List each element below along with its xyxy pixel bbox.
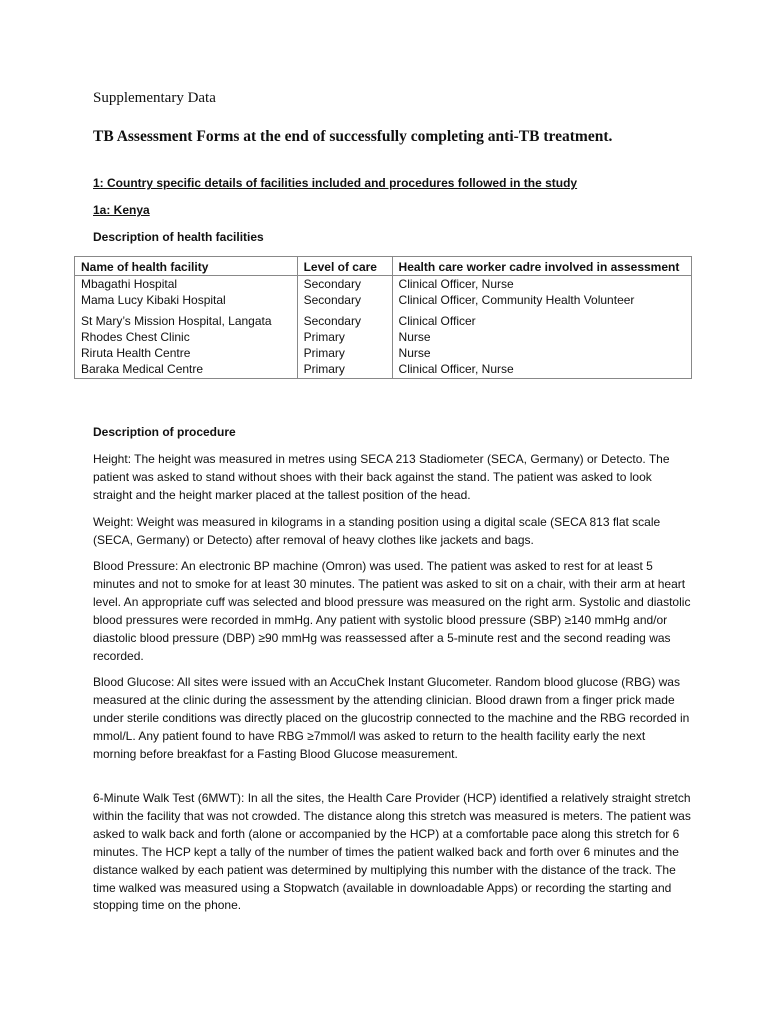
table-cell: Primary bbox=[297, 329, 392, 345]
table-header-cell: Name of health facility bbox=[75, 257, 298, 276]
table-cell: Clinical Officer, Nurse bbox=[392, 361, 691, 379]
table-cell: Nurse bbox=[392, 329, 691, 345]
table-cell: Clinical Officer, Nurse bbox=[392, 276, 691, 293]
table-row bbox=[75, 308, 692, 329]
table-row bbox=[75, 292, 692, 308]
table-header-row bbox=[75, 257, 692, 276]
table-cell: Rhodes Chest Clinic bbox=[75, 329, 298, 345]
table-cell: Clinical Officer bbox=[392, 308, 691, 329]
table-cell: Primary bbox=[297, 345, 392, 361]
table-cell: Secondary bbox=[297, 308, 392, 329]
table-cell: Nurse bbox=[392, 345, 691, 361]
table-row bbox=[75, 361, 692, 379]
facilities-heading: Description of health facilities bbox=[93, 230, 264, 244]
table-cell: Primary bbox=[297, 361, 392, 379]
walk-test-paragraph: 6-Minute Walk Test (6MWT): In all the sites, the Health Care Provider (HCP) identified a relatively straight stretch within the facility that was not crowded. The distance along this stretch was measured is meters. The patient was asked to walk back and forth (alone or accompanied by the HCP) at a comfortable pace along this stretch for 6 minutes. The HCP kept a tally of the number of times the patient walked back and forth over 6 minutes and the distance walked by each patient was determined by multiplying this number with the distance of the track. The time walked was measured using a Stopwatch (available in downloadable Apps) or recording the starting and stopping time on the phone. bbox=[93, 791, 691, 913]
table-header-cell: Level of care bbox=[297, 257, 392, 276]
facilities-table bbox=[74, 256, 692, 379]
section-heading-1: 1: Country specific details of facilities included and procedures followed in the study bbox=[93, 176, 578, 190]
blood-pressure-paragraph: Blood Pressure: An electronic BP machine (Omron) was used. The patient was asked to rest for at least 5 minutes and not to smoke for at least 30 minutes. The patient was asked to sit on a chair, with their arm at heart level. An appropriate cuff was selected and blood pressure was measured on the right arm. Systolic and diastolic blood pressures were recorded in mmHg. Any patient with systolic blood pressure (SBP) ≥140 mmHg and/or diastolic blood pressure (DBP) ≥90 mmHg was reassessed after a 5-minute rest and the second reading was recorded. bbox=[93, 559, 691, 663]
page-title: Supplementary Data bbox=[93, 90, 216, 106]
weight-paragraph: Weight: Weight was measured in kilograms in a standing position using a digital scale (SECA 813 flat scale (SECA, Germany) or Detecto) after removal of heavy clothes like jackets and bags. bbox=[93, 515, 661, 547]
blood-glucose-paragraph: Blood Glucose: All sites were issued with an AccuChek Instant Glucometer. Random blood glucose (RBG) was measured at the clinic during the assessment by the attending clinician. Blood drawn from a finger prick made under sterile conditions was directly placed on the glucostrip connected to the machine and the RBG recorded in mmol/L. Any patient found to have RBG ≥7mmol/l was asked to return to the health facility early the next morning before breakfast for a Fasting Blood Glucose measurement. bbox=[93, 675, 690, 761]
table-cell: St Mary’s Mission Hospital, Langata bbox=[75, 308, 298, 329]
height-paragraph: Height: The height was measured in metres using SECA 213 Stadiometer (SECA, Germany) or Detecto. The patient was asked to stand without shoes with their back against the stand. The patient was asked to look straight and the height marker placed at the tallest position of the head. bbox=[93, 452, 670, 502]
document-subtitle: TB Assessment Forms at the end of successfully completing anti-TB treatment. bbox=[93, 128, 613, 145]
table-row bbox=[75, 276, 692, 293]
table-header-cell: Health care worker cadre involved in assessment bbox=[392, 257, 691, 276]
table-cell: Riruta Health Centre bbox=[75, 345, 298, 361]
table-row bbox=[75, 345, 692, 361]
section-heading-1a: 1a: Kenya bbox=[93, 203, 150, 217]
table-cell: Mbagathi Hospital bbox=[75, 276, 298, 293]
table-row bbox=[75, 329, 692, 345]
table-cell: Clinical Officer, Community Health Volunteer bbox=[392, 292, 691, 308]
procedure-heading: Description of procedure bbox=[93, 425, 236, 439]
table-cell: Baraka Medical Centre bbox=[75, 361, 298, 379]
table-cell: Secondary bbox=[297, 292, 392, 308]
table-cell: Secondary bbox=[297, 276, 392, 293]
table-cell: Mama Lucy Kibaki Hospital bbox=[75, 292, 298, 308]
